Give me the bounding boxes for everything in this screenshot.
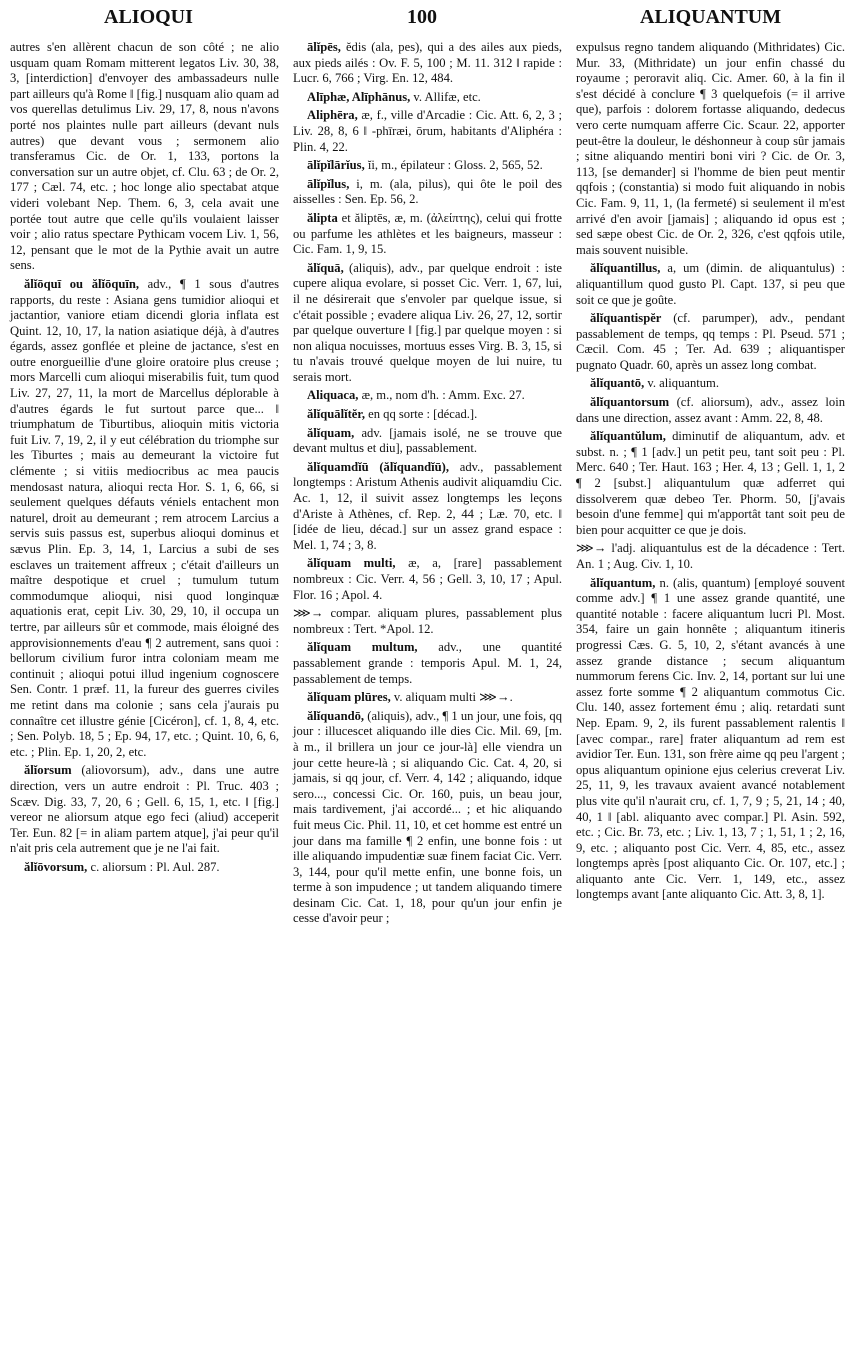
entry-headword: ălĭquantispĕr [590,311,662,326]
entry-headword: Alīphæ, Alīphānus, [307,89,411,104]
entry-headword: ălĭquam multi, [307,556,396,571]
entry-headword: ălĭquandō, [307,708,365,723]
dictionary-entry [293,261,562,386]
entry-definition: ĕdis (ala, pes), qui a des ailes aux pieds, aux pieds ailés : Ov. F. 5, 100 ; M. 11. 312 ‖ rapide : Lucr. 6, 766 ; Virg. En. 12, 484. [293,40,562,86]
entry-headword: ālĭpĭlārĭus, [307,158,365,173]
dictionary-entry [293,40,562,87]
dictionary-entry [293,606,562,637]
entry-definition: (aliquis), adv., par quelque endroit : iste cupere aliqua evolare, si posset Cic. Verr. 1, 67, lui, il ne désirerait que s'envoler par quelque issue, si c'était possible ; evadere aliqua Liv. 26, 27, 12, sortir par quelque ouverture ‖ [fig.] par quelque moyen : si non aliqua nocuisses, mortuus esses Virg. B. 3, 15, si tu n'avais trouvé quelque moyen de lui nuire, tu serais mort. [293,260,562,384]
dictionary-entry [293,108,562,155]
entry-definition: v. aliquantum. [647,376,719,391]
dictionary-entry [293,407,562,423]
entry-headword: ălĭquamdĭū (ălĭquandĭū), [307,459,449,474]
entry-headword: ălĭquantillus, [590,261,661,276]
entry-definition: æ, a, [rare] passablement nombreux : Cic. Verr. 4, 56 ; Gell. 3, 10, 17 ; Apul. Flor. 16 ; Apol. 4. [293,556,562,602]
entry-headword: ălĭquantō, [590,376,645,391]
entry-definition: c. aliorsum : Pl. Aul. 287. [90,859,220,874]
entry-headword: Aliquaca, [307,388,359,403]
dictionary-entry [293,640,562,687]
entry-definition: n. (alis, quantum) [employé souvent comme adv.] ¶ 1 une assez grande quantité, une quantité notable : facere aliquantum lucri Pl. Most. 354, faire un gain honnête ; aliquantum itineris progressi Cæs. G. 5, 10, 2, s'étant avancés à une assez grande distance ; secum aliquantum nummorum ferens Cic. Inv. 2, 14, portant sur lui une assez forte somme ¶ 2 aliquantum commotus Cic. Clu. 140, assez fortement ému ; aliq. retardati sunt Nep. Epam. 9, 2, ils furent passablement ralentis ‖ [avec compar., rare] frater aliquantum ad rem est avidior Ter. Eun. 131, son frère aime qq peu l'argent ; opus aliquantum opinione ejus celerius creverat Liv. 25, 11, 9, les travaux avaient avancé notablement plus vite qu'il n'aurait cru, cf. 1, 7, 9 ; 5, 21, 14 ; 40, 40, 1 ‖ [abl. aliquanto avec compar.] Pl. Asin. 592, etc. ; Cic. Br. 73, etc. ; Liv. 1, 13, 7 ; 1, 51, 1 ; 2, 16, 9, etc. ; aliquanto post Cic. Verr. 4, 85, etc., assez longtemps après [post aliquanto Cic. Or. 107, etc.] ; aliquanto ante Cic. Verr. 1, 149, etc., assez longtemps avant [ante aliquanto Cic. Att. 3, 8, 1]. [576,575,845,902]
entry-definition: adv., une quantité passablement grande : temporis Apul. M. 1, 24, passablement de temps. [293,640,562,686]
dictionary-entry [576,429,845,538]
header-left-guideword: ALIOQUI [104,6,193,28]
columns [10,40,846,930]
page-number: 100 [407,6,437,28]
entry-definition: (aliovorsum), adv., dans une autre direction, vers un autre endroit : Pl. Truc. 403 ; Scæv. Dig. 33, 7, 20, 6 ; Gell. 6, 15, 1, etc. ‖ [fig.] vereor ne aliorsum atque ego feci (aliud) acceperit Ter. Eun. 82 [= in aliam partem atque], j'ai peur qu'il n'ait pris cela autrement que je ne l'ai fait. [10,763,279,856]
dictionary-entry [576,541,845,572]
entry-definition: expulsus regno tandem aliquando (Mithridates) Cic. Mur. 33, (Mithridate) un jour enfin chassé du royaume ; peroravit aliq. Cic. Amer. 60, à la fin il s'est décidé à conclure ¶ 3 quelquefois (= il arrive que), parfois : dolorem fortasse aliquando, dedecus vero certe numquam afferre Cic. Scaur. 22, apporter peut-être la douleur, le déshonneur à coup sûr jamais ; sitne aliquando mentiri boni viri ? Cic. de Or. 3, 113, [se demander] si l'homme de bien peut mentir qqfois ; (constantia) si modo fuit aliquando in nobis Cic. Fam. 9, 11, 1, (la fermeté) si seulement il m'est arrivé d'en avoir [jamais] ; aliquando id opus est ; sed sæpe obest Cic. de Or. 2, 326, c'est qqfois utile, mais souvent nuisible. [576,40,845,257]
dictionary-entry [293,177,562,208]
dictionary-entry [293,460,562,554]
entry-definition: adv., passablement longtemps : Aristum Athenis audivit aliquamdiu Cic. Ac. 1, 12, il suivit assez longtemps les leçons d'Ariste à Athènes, cf. Rep. 2, 44 ; Læ. 70, etc. ‖ [idée de lieu, décad.] sur un assez grand espace : Mel. 1, 74 ; 3, 8. [293,459,562,552]
dictionary-entry [293,211,562,258]
entry-definition: (cf. parumper), adv., pendant passablement de temps, qq temps : Pl. Pseud. 571 ; Cæcil. Com. 45 ; Ter. Ad. 639 ; aliquantisper pugnato Quadr. 60, après un assez long combat. [576,311,845,372]
dictionary-entry [576,311,845,373]
dictionary-entry [293,426,562,457]
entry-definition: ⋙→ compar. aliquam plures, passablement plus nombreux : Tert. *Apol. 12. [293,606,562,636]
dictionary-entry [10,763,279,857]
dictionary-entry [293,709,562,927]
entry-definition: adv. [jamais isolé, ne se trouve que devant multus et diu], passablement. [293,425,562,456]
entry-headword: ălĭorsum [24,763,72,778]
entry-definition: i, m. (ala, pilus), qui ôte le poil des aisselles : Sen. Ep. 56, 2. [293,176,562,207]
entry-headword: ălĭōquī ou ălĭōquīn, [24,276,139,291]
entry-definition: en qq sorte : [décad.]. [368,407,478,422]
dictionary-entry [10,277,279,760]
entry-headword: ălĭquantŭlum, [590,429,666,444]
entry-definition: æ, m., nom d'h. : Amm. Exc. 27. [361,388,525,403]
dictionary-entry [576,376,845,392]
entry-definition: ĭi, m., épilateur : Gloss. 2, 565, 52. [367,158,543,173]
dictionary-entry [293,158,562,174]
column-3 [576,40,845,930]
column-1 [10,40,279,930]
entry-headword: ălĭquam, [307,425,355,440]
entry-definition: et ăliptēs, æ, m. (ἀλείπτης), celui qui frotte ou parfume les athlètes et les baigneurs, masseur : Cic. Fam. 1, 9, 15. [293,210,562,257]
dictionary-entry [10,860,279,876]
entry-headword: ălĭōvorsum, [24,859,88,874]
entry-definition: æ, f., ville d'Arcadie : Cic. Att. 6, 2, 3 ; Liv. 28, 8, 6 ‖ -phīræi, ōrum, habitants d'Aliphéra : Plin. 4, 22. [293,108,562,154]
dictionary-entry [10,40,279,274]
page-header [0,6,854,36]
entry-headword: ālĭpĭlus, [307,176,350,191]
entry-headword: Aliphēra, [307,108,358,123]
entry-headword: ălipta [307,210,338,225]
entry-headword: ălĭquantorsum [590,395,670,410]
dictionary-entry [293,90,562,106]
dictionary-entry [576,576,845,903]
entry-definition: adv., ¶ 1 sous d'autres rapports, du reste : Asiana gens tumidior alioqui et jactantior, vaniore etiam dicendi gloria inflata est Quint. 12, 10, 17, la nation asiatique déjà, à d'autres égards, assez gonflée et pleine de jactance, s'est en outre enorgueillie d'une gloire oratoire plus creuse ; mors Marcelli cum alioqui miserabilis fuit, tum quod Liv. 27, 27, 11, la mort de Marcellus déplorable à d'autres égards le fut surtout parce que... ‖ triumphatum de Tiburtibus, alioquin mitis victoria fuit Liv. 7, 19, 2, il y eut célébration du triomphe sur les Tiburtes ; mais au demeurant la victoire fut clémente ; si vitiis mediocribus ac mea paucis mendosast natura, alioqui recta Hor. S. 1, 6, 66, si seulement quelques défauts véniels entachent mon naturel, droit au demeurant ; rem atrocem Larcius a servis suis passus est, superbus alioqui dominus et sævus Plin. Ep. 3, 14, 1, Larcius a subi de ses esclaves un traitement affreux ; c'était d'ailleurs un maître despotique et cruel ; tumulum tutum commodumque alioqui, nisi quod longinquæ aquationis erat, cepit Liv. 30, 29, 10, il occupa un tertre, par ailleurs sûr et commode, mais éloigné des approvisionnements d'eau ¶ 2 autrement, sans quoi : bellorum civilium furor intra coloniam meam me continuit ; alioqui potui illud ingenium cognoscere Sen. Contr. 1 præf. 11, la fureur des guerres civiles me retint dans ma colonie ; sans cela j'aurais pu connaître cet illustre génie [Cicéron], cf. 1, 8, 4, etc. ; Sen. Polyb. 18, 5 ; Ep. 94, 17, etc. ; Quint. 10, 6, 6, etc. ; Plin. Ep. 1, 20, 2, etc. [10,276,280,759]
dictionary-entry [576,40,845,258]
entry-definition: ⋙→ l'adj. aliquantulus est de la décadence : Tert. An. 1 ; Aug. Civ. 1, 10. [576,541,845,571]
dictionary-entry [576,261,845,308]
entry-definition: autres s'en allèrent chacun de son côté ; ne alio usquam quam Romam mitterent legatos Liv. 30, 38, 3, [interdiction] d'envoyer des ambassadeurs nulle part ailleurs qu'à Rome ‖ [fig.] nusquam alio quam ad vos querellas detulimus Liv. 29, 17, 8, nous n'avons porté nos plaintes nulle part ailleurs (devant nuls autres) que devant vous ; sermonem alio transferamus Cic. de Or. 1, 133, portons la conversation sur un autre objet, cf. Clu. 63 ; de Or. 2, 177 ; Cæl. 74, etc. ; hoc longe alio spectabat atque videri volebant Nep. Them. 6, 3, cela avait une portée tout autre que celle qu'ils voulaient laisser voir ; alio ratus spectare Pythicam vocem Liv. 1, 56, 12, pensant que le mot de la Pythie avait un autre sens. [10,40,279,273]
entry-headword: ălĭquālĭtĕr, [307,407,365,422]
entry-headword: ălĭquam multum, [307,640,418,655]
entry-definition: (cf. aliorsum), adv., assez loin dans une direction, assez avant : Amm. 22, 8, 48. [576,395,845,425]
entry-definition: v. Allifæ, etc. [413,89,481,104]
header-right-guideword: ALIQUANTUM [640,6,782,28]
dictionary-entry [293,690,562,706]
entry-definition: v. aliquam multi ⋙→. [393,690,513,705]
column-2 [293,40,562,930]
entry-headword: ālĭpēs, [307,40,341,54]
dictionary-entry [293,388,562,404]
entry-definition: (aliquis), adv., ¶ 1 un jour, une fois, qq jour : illucescet aliquando ille dies Cic. Mil. 69, [m. à m., il brillera un jour ce jour-là] elle viendra un jour cette heure-là ; si aliquando Cic. Cat. 4, 20, si jamais, si qq jour, cf. Verr. 4, 142 ; aliquando, idque sero..., concessi Cic. Or. 160, puis, un beau jour, mais tardivement, j'ai accordé... ; et hic aliquando fuit meus Cic. Phil. 11, 10, et cet homme est entré un jour dans ma famille ¶ 2 enfin, une bonne fois : ut ille aliquando impudentiæ suæ finem faciat Cic. Verr. 3, 144, pour qu'il mette enfin, une bonne fois, un terme à son impudence ; ut tandem aliquando timere desinam Cic. Cat. 1, 18, pour qu'un jour enfin je cesse d'avoir peur ; [293,708,562,926]
entry-headword: ălĭquā, [307,260,344,275]
entry-headword: ălĭquam plūres, [307,690,391,705]
entry-definition: a, um (dimin. de aliquantulus) : aliquantillum quod gusto Pl. Capt. 137, si peu que soit ce que je goûte. [576,261,845,307]
entry-headword: ălĭquantum, [590,575,656,590]
dictionary-entry [576,395,845,426]
dictionary-entry [293,556,562,603]
entry-definition: diminutif de aliquantum, adv. et subst. n. ; ¶ 1 [adv.] un petit peu, tant soit peu : Pl. Merc. 640 ; Ter. Haut. 163 ; Her. 4, 13 ; Gell. 1, 1, 2 ¶ 2 [subst.] aliquantulum quæ adferret qui dissolverem quæ debeo Ter. Phorm. 50, [j'avais besoin d'une femme] qui m'apportât tant soit peu de bien pour acquitter ce que je dois. [576,429,845,537]
